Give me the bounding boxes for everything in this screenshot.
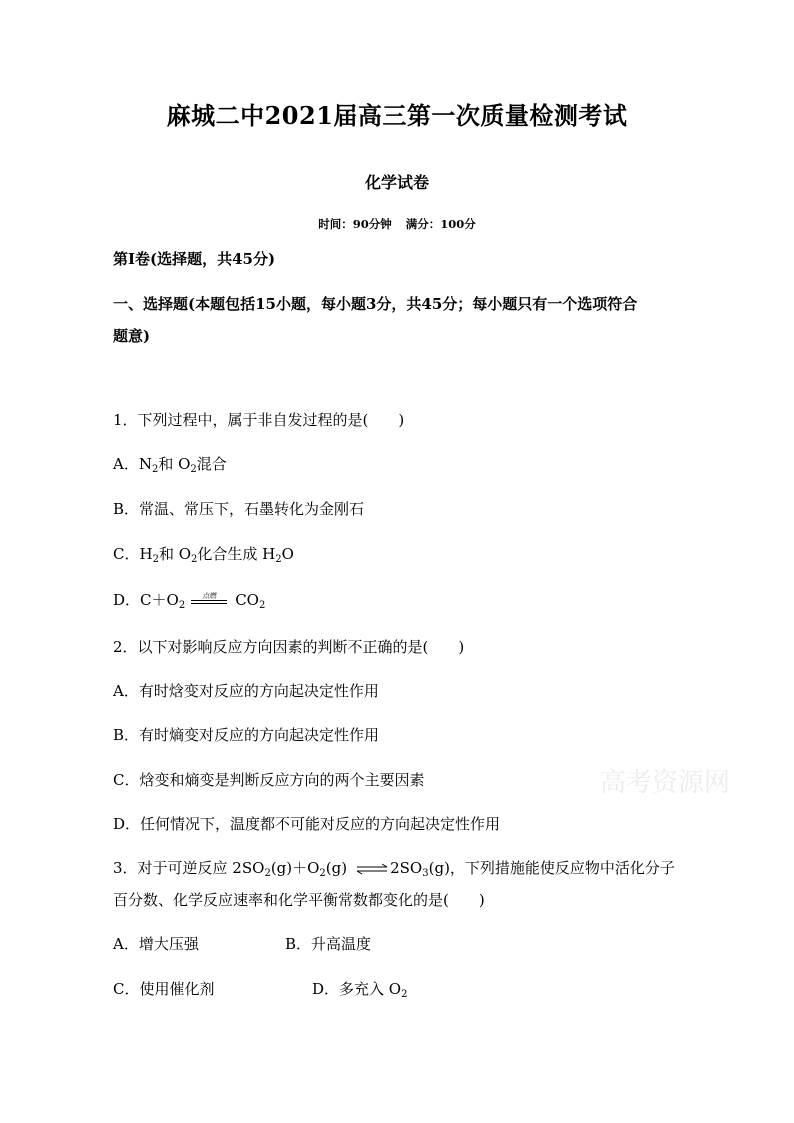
watermark: 高考资源网	[600, 768, 731, 798]
exam-title: 麻城二中2021届高三第一次质量检测考试	[166, 101, 628, 130]
q3-stem-line-2: 百分数、化学反应速率和化学平衡常数都变化的是( )	[113, 891, 485, 909]
time-label: 时间：90分钟	[318, 217, 392, 231]
q1-option-a: A．$N_2$和 $O_2$混合	[113, 455, 227, 475]
q1-stem: 1．下列过程中，属于非自发过程的是( )	[113, 411, 405, 429]
q2-option-c: C．焓变和熵变是判断反应方向的两个主要因素	[113, 771, 425, 789]
instructions-line-2: 题意)	[113, 327, 151, 345]
q2-option-d: D．任何情况下，温度都不可能对反应的方向起决定性作用	[113, 815, 501, 833]
q3-option-a: A．增大压强	[113, 935, 199, 953]
instructions-line-1: 一、选择题(本题包括15小题，每小题3分，共45分；每小题只有一个选项符合	[113, 295, 638, 313]
q1-option-c: C．$H_2$和 $O_2$化合生成 $H_2O$	[113, 545, 294, 565]
equilibrium-arrow-icon	[355, 863, 389, 875]
q3-option-c: C．使用催化剂	[113, 980, 215, 998]
q3-options-row-2	[113, 979, 408, 1000]
condition-label: 点燃	[202, 592, 217, 600]
q1-option-d: D．$C+O_2$ 点燃 $CO_2$	[113, 590, 265, 610]
time-score-info	[0, 216, 794, 232]
q1-option-b: B．常温、常压下，石墨转化为金刚石	[113, 500, 365, 518]
q2-option-b: B．有时熵变对反应的方向起决定性作用	[113, 726, 380, 744]
q3-option-b: B．升高温度	[285, 935, 372, 953]
reaction-condition-arrow	[189, 594, 229, 608]
q3-options-row-1	[113, 934, 372, 954]
q2-option-a: A．有时焓变对反应的方向起决定性作用	[113, 682, 379, 700]
part-title: 第Ⅰ卷(选择题，共45分)	[113, 250, 276, 268]
q3-stem-line-1: 3．对于可逆反应 $2SO_2(g)+O_2(g)$ $2SO_3(g)$，下列措施能使反应物中活化分子	[113, 859, 675, 879]
q3-option-d: D．多充入 $O_2$	[312, 980, 408, 1000]
subject-title: 化学试卷	[364, 173, 429, 192]
score-label: 满分：100分	[405, 217, 476, 231]
q2-stem: 2．以下对影响反应方向因素的判断不正确的是( )	[113, 638, 465, 656]
